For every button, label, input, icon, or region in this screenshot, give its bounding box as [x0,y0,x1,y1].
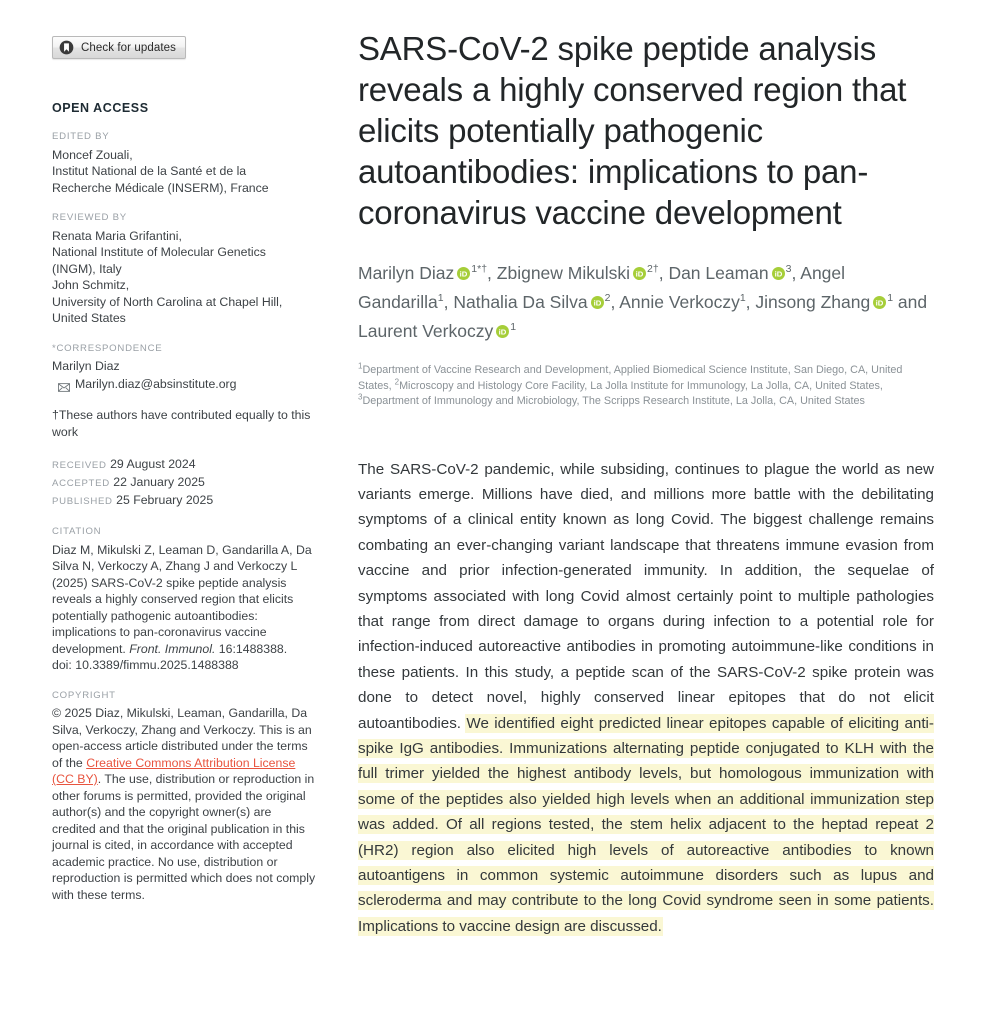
author-affiliation-marker: 1 [510,321,517,334]
author-affiliation-marker: 2 [604,292,611,305]
svg-text:iD: iD [459,269,468,279]
svg-text:iD: iD [498,327,507,337]
citation-doi[interactable]: doi: 10.3389/fimmu.2025.1488388 [52,658,239,672]
affiliation-marker: 1 [358,361,363,371]
author-affiliation-marker: 3 [785,263,792,276]
crossmark-icon [59,40,74,55]
reviewer-1-name: Renata Maria Grifantini, [52,228,182,243]
reviewer-2-name: John Schmitz, [52,278,130,292]
author-name[interactable]: Laurent Verkoczy [358,321,494,341]
citation-volume: 16:1488388. [215,641,288,656]
author-affiliation-marker: 2† [647,263,659,276]
author-name[interactable]: Jinsong Zhang [755,292,871,312]
citation-journal: Front. Immunol. [129,641,216,656]
published-label: PUBLISHED [52,496,113,507]
author-affiliation-marker: 1 [887,292,894,305]
reviewed-by-label: REVIEWED BY [52,212,127,223]
orcid-icon[interactable] [772,260,785,279]
reviewed-by-block [52,210,318,327]
editor-name: Moncef Zouali, [52,147,133,162]
accepted-label: ACCEPTED [52,478,110,489]
editor-affiliation-line-1: Institut National de la Santé et de la [52,164,247,178]
check-for-updates-label: Check for updates [81,41,177,54]
article-main-column [358,28,934,939]
edited-by-block [52,129,318,196]
envelope-icon [58,380,70,389]
citation-text-wrapper [52,542,318,674]
published-value: 25 February 2025 [116,493,214,507]
orcid-icon[interactable] [873,289,886,308]
received-label: RECEIVED [52,460,107,471]
orcid-icon[interactable] [496,318,509,337]
corresponding-author-name: Marilyn Diaz [52,359,120,373]
creative-commons-license-link[interactable]: Creative Commons Attribution License (CC BY) [52,755,296,786]
author-name[interactable]: Marilyn Diaz [358,263,455,283]
citation-text: Diaz M, Mikulski Z, Leaman D, Gandarilla A, Da Silva N, Verkoczy A, Zhang J and Verkoczy L (2025) SARS-CoV-2 spike peptide analysis reveals a highly conserved region that elicits potentially pathogenic autoantibodies: implications to pan-coronavirus vaccine development. [52,542,312,656]
author-name[interactable]: Nathalia Da Silva [453,292,588,312]
author-name[interactable]: Annie Verkoczy [619,292,740,312]
corresponding-email-row[interactable] [58,376,318,393]
copyright-text-before-link: © 2025 Diaz, Mikulski, Leaman, Gandarilla, Da Silva, Verkoczy, Zhang and Verkoczy. This is an open-access article distributed under the terms of the [52,706,312,770]
correspondence-block [52,341,318,393]
article-metadata-sidebar [52,36,318,903]
reviewer-1-affiliation-line-1: National Institute of Molecular Genetics [52,245,266,259]
correspondence-label: *CORRESPONDENCE [52,342,163,354]
affiliation-marker: 2 [394,376,400,386]
affiliation-text: Microscopy and Histology Core Facility, La Jolla Institute for Immunology, La Jolla, CA, United States, [399,379,883,392]
abstract-text [358,457,934,940]
reviewer-2-affiliation-line-2: United States [52,311,126,325]
copyright-text-after-link: . The use, distribution or reproduction in other forums is permitted, provided the original author(s) and the copyright owner(s) are credited and that the original publication in this journal is cited, in accordance with accepted academic practice. No use, distribution or reproduction is permitted which does not comply with these terms. [52,772,316,902]
author-name[interactable]: Zbignew Mikulski [496,263,631,283]
copyright-block [52,688,318,904]
affiliation-text: Department of Immunology and Microbiology, The Scripps Research Institute, La Jolla, CA, United States [362,395,865,407]
published-date-row [52,492,318,510]
corresponding-email: Marilyn.diaz@absinstitute.org [75,376,237,391]
copyright-label: COPYRIGHT [52,689,116,701]
abstract-highlighted-part: We identified eight predicted linear epitopes capable of eliciting anti-spike IgG antibodies. Immunizations alternating peptide conjugated to KLH with the full trimer yielded the highest antibody levels, but homologous immunization with some of the peptides also yielded high levels when an additional immunization step was added. Of all regions tested, the stem helix adjacent to the heptad repeat 2 (HR2) region also elicited high levels of autoreactive antibodies to known autoantigens in common systemic autoimmune disorders such as lupus and scleroderma and may contribute to the long Covid syndrome seen in some patients. Implications to vaccine design are discussed. [358,714,934,935]
author-name[interactable]: Angel Gandarilla [358,263,846,312]
orcid-icon[interactable] [457,260,470,279]
svg-text:iD: iD [593,298,601,308]
received-date-row [52,456,318,474]
svg-text:iD: iD [875,298,884,308]
citation-label: CITATION [52,526,102,537]
affiliation-text: Department of Vaccine Research and Development, Applied Biomedical Science Institute, San Diego, CA, United States, [358,364,903,392]
citation-block [52,524,318,674]
accepted-value: 22 January 2025 [113,475,205,489]
accepted-date-row [52,474,318,492]
check-for-updates-button[interactable] [52,36,186,59]
copyright-text-wrapper [52,705,318,903]
svg-text:iD: iD [774,269,783,279]
author-list: Marilyn Diaz iD $^{1*\dagger}$, Zbignew Mikulski iD $^{2\dagger}$, Dan Leaman iD $^3$, Angel Gandarilla$^1$, Nathalia Da Silva iD $^2$, Annie Verkoczy$^1$, Jinsong Zhang iD $^1$ and Laurent Verkoczy iD $^1$ [358,259,934,346]
affiliation-list [358,363,934,410]
page-title: SARS-CoV-2 spike peptide analysis reveals a highly conserved region that elicits potentially pathogenic autoantibodies: implications to pan-coronavirus vaccine development [358,30,907,231]
author-affiliation-marker: 1 [739,292,746,305]
svg-text:iD: iD [635,269,644,279]
equal-contribution-note: †These authors have contributed equally to this work [52,408,311,439]
editor-affiliation-line-2: Recherche Médicale (INSERM), France [52,180,269,195]
author-affiliation-marker: 1*† [471,263,488,276]
orcid-icon[interactable] [591,289,604,308]
author-name[interactable]: Dan Leaman [668,263,769,283]
reviewer-1-affiliation-line-2: (INGM), Italy [52,261,122,276]
open-access-badge: OPEN ACCESS [52,101,149,115]
abstract-plain-part: The SARS-CoV-2 pandemic, while subsiding, continues to plague the world as new variants emerge. Millions have died, and millions more battle with the debilitating symptoms of a clinical entity known as long Covid. The biggest challenge remains combating an ever-changing variant landscape that threatens immune evasion from vaccine and prior infection-generated immunity. In addition, the sequelae of symptoms associated with long Covid almost certainly point to multiple pathologies that range from direct damage to organs during infection to a potential role for infection-induced autoreactive antibodies in promoting autoimmune-like conditions in these patients. In this study, a peptide scan of the SARS-CoV-2 spike protein was done to detect novel, highly conserved linear epitopes that do not elicit autoantibodies. [358,460,934,732]
reviewer-2-affiliation-line-1: University of North Carolina at Chapel Hill, [52,294,283,309]
received-value: 29 August 2024 [110,457,196,471]
publication-dates [52,456,318,510]
orcid-icon[interactable] [633,260,646,279]
edited-by-label: EDITED BY [52,131,110,142]
author-affiliation-marker: 1 [437,292,444,305]
affiliation-marker: 3 [358,392,363,402]
